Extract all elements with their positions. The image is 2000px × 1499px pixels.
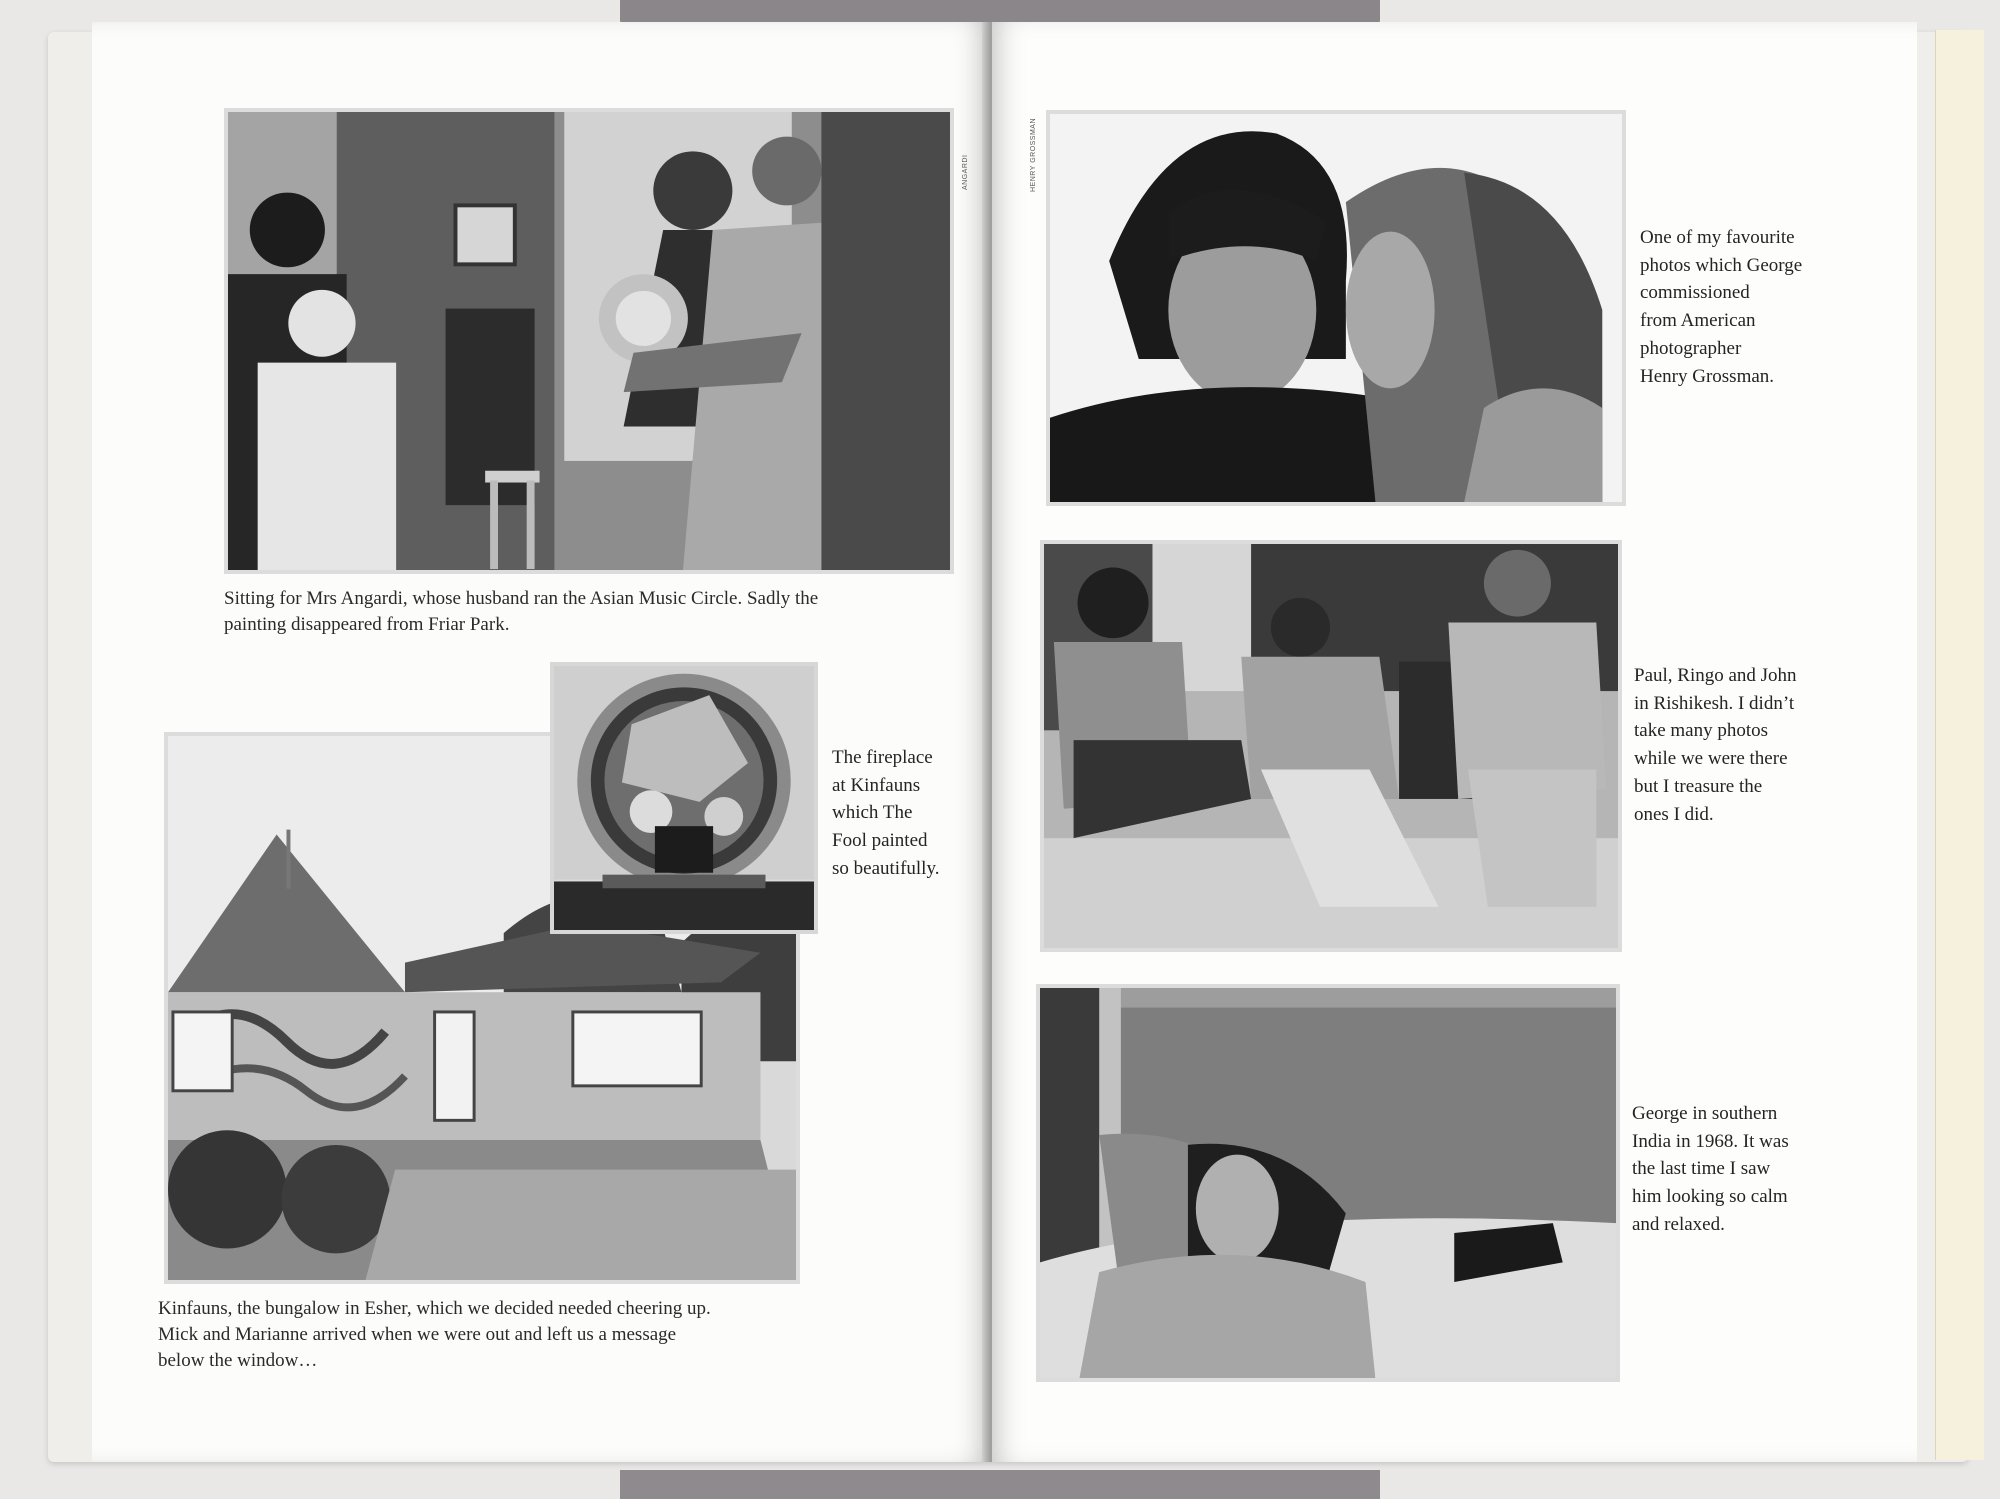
- caption-line: painting disappeared from Friar Park.: [224, 614, 510, 636]
- caption-angardi: [224, 586, 984, 638]
- caption-line: photographer: [1640, 337, 1742, 359]
- caption-line: photos which George: [1640, 254, 1803, 276]
- caption-line: the last time I saw: [1632, 1158, 1771, 1180]
- caption-line: at Kinfauns: [832, 774, 921, 796]
- caption-line: The fireplace: [832, 747, 933, 768]
- caption-grossman: [1640, 224, 1900, 390]
- caption-line: One of my favourite: [1640, 227, 1795, 248]
- caption-line: Mick and Marianne arrived when we were out and left us a message: [158, 1324, 677, 1346]
- caption-line: commissioned: [1640, 282, 1750, 304]
- caption-fireplace: [832, 744, 982, 883]
- caption-line: in Rishikesh. I didn’t: [1634, 692, 1795, 714]
- caption-rishikesh: [1634, 662, 1904, 828]
- caption-line: Henry Grossman.: [1640, 365, 1775, 387]
- caption-line: below the window…: [158, 1350, 318, 1372]
- photo-credit-angardi: ANGARDI: [962, 154, 969, 190]
- caption-line: and relaxed.: [1632, 1213, 1725, 1235]
- caption-line: Sitting for Mrs Angardi, whose husband ran the Asian Music Circle. Sadly the: [224, 588, 819, 609]
- photo-rishikesh: [1040, 540, 1622, 952]
- caption-line: take many photos: [1634, 720, 1769, 742]
- caption-line: while we were there: [1634, 748, 1788, 770]
- caption-line: but I treasure the: [1634, 775, 1763, 797]
- caption-line: George in southern: [1632, 1103, 1778, 1124]
- caption-kinfauns: [158, 1296, 948, 1375]
- caption-line: Paul, Ringo and John: [1634, 665, 1797, 686]
- caption-line: from American: [1640, 310, 1756, 332]
- photo-portrait-sitting: [224, 108, 954, 574]
- caption-line: ones I did.: [1634, 803, 1714, 825]
- caption-line: India in 1968. It was: [1632, 1130, 1789, 1152]
- caption-line: so beautifully.: [832, 857, 940, 879]
- caption-india: [1632, 1100, 1902, 1239]
- caption-line: him looking so calm: [1632, 1186, 1788, 1208]
- photo-george-and-pattie: [1046, 110, 1626, 506]
- caption-line: Fool painted: [832, 830, 928, 852]
- photo-george-india: [1036, 984, 1620, 1382]
- photo-credit-grossman: HENRY GROSSMAN: [1030, 117, 1037, 192]
- book-spine-bottom: [620, 1470, 1380, 1499]
- photo-fireplace: [550, 662, 818, 934]
- caption-line: Kinfauns, the bungalow in Esher, which we decided needed cheering up.: [158, 1298, 711, 1319]
- book-cover-edge: [1935, 30, 1984, 1460]
- caption-line: which The: [832, 802, 913, 824]
